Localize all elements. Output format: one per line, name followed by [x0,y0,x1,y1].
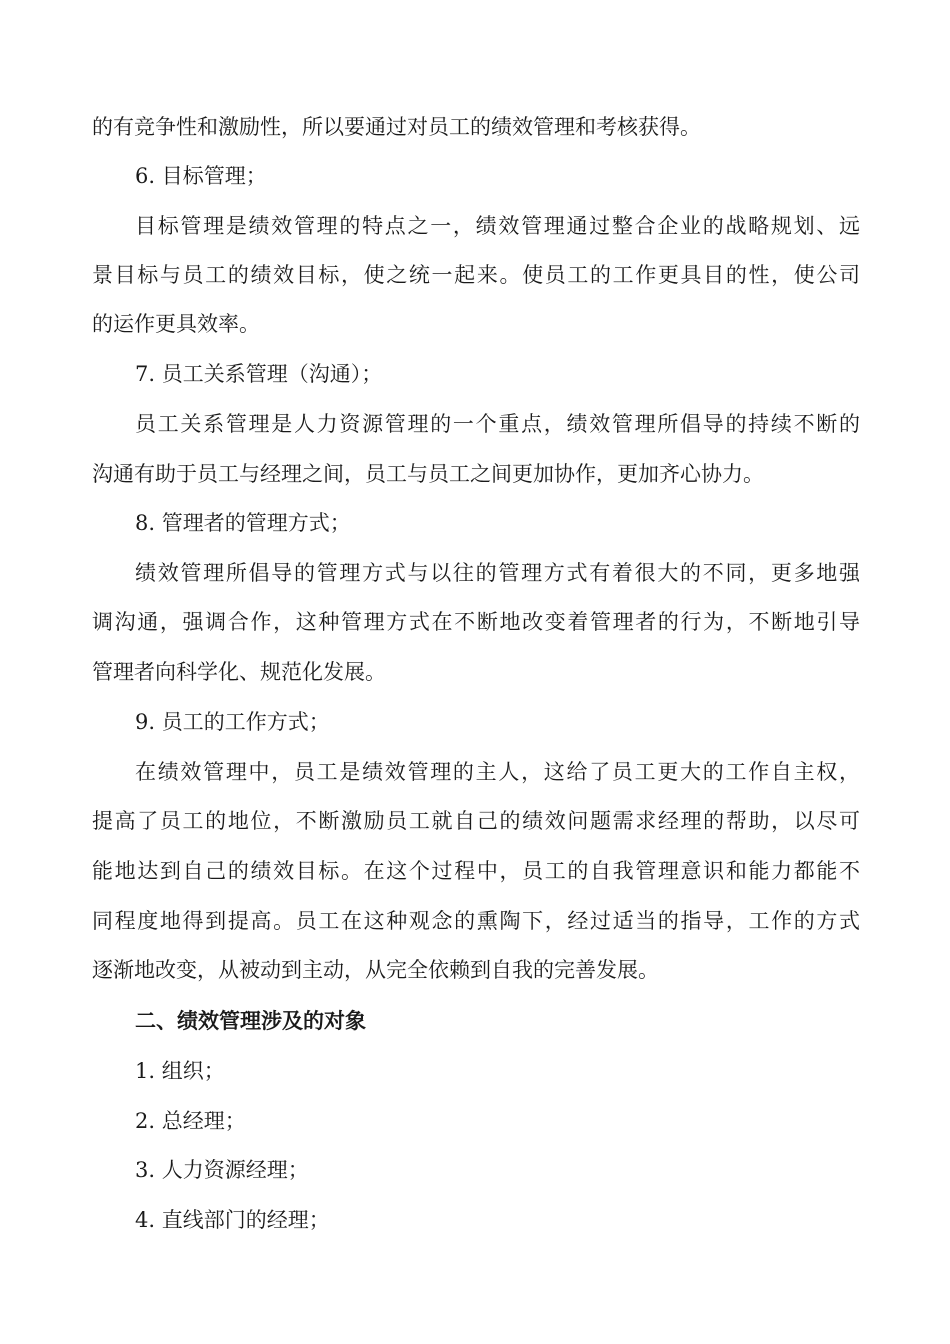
body-line: 管理者向科学化、规范化发展。 [92,660,386,684]
list-item-6: 6. 目标管理； [135,164,267,188]
body-line: 员工关系管理是人力资源管理的一个重点，绩效管理所倡导的持续不断的 [135,412,860,436]
list-item-9: 9. 员工的工作方式； [135,710,330,734]
body-line: 提高了员工的地位，不断激励员工就自己的绩效问题需求经理的帮助，以尽可 [92,809,860,833]
list-item-3: 3. 人力资源经理； [135,1158,309,1182]
body-line: 景目标与员工的绩效目标，使之统一起来。使员工的工作更具目的性，使公司 [92,263,860,287]
body-line: 目标管理是绩效管理的特点之一，绩效管理通过整合企业的战略规划、远 [135,214,860,238]
list-item-4: 4. 直线部门的经理； [135,1208,330,1232]
body-line: 同程度地得到提高。员工在这种观念的熏陶下，经过适当的指导，工作的方式 [92,909,860,933]
body-line: 逐渐地改变，从被动到主动，从完全依赖到自我的完善发展。 [92,958,659,982]
list-item-8: 8. 管理者的管理方式； [135,511,351,535]
body-line: 在绩效管理中，员工是绩效管理的主人，这给了员工更大的工作自主权， [135,760,860,784]
section-heading: 二、绩效管理涉及的对象 [135,1008,366,1033]
body-line: 能地达到自己的绩效目标。在这个过程中，员工的自我管理意识和能力都能不 [92,859,860,883]
body-line: 的有竞争性和激励性，所以要通过对员工的绩效管理和考核获得。 [92,115,701,139]
list-item-2: 2. 总经理； [135,1109,246,1133]
body-line: 的运作更具效率。 [92,312,260,336]
list-item-1: 1. 组织； [135,1059,225,1083]
body-line: 调沟通，强调合作，这种管理方式在不断地改变着管理者的行为，不断地引导 [92,610,860,634]
body-line: 沟通有助于员工与经理之间，员工与员工之间更加协作，更加齐心协力。 [92,462,764,486]
list-item-7: 7. 员工关系管理（沟通）； [135,362,383,386]
body-line: 绩效管理所倡导的管理方式与以往的管理方式有着很大的不同，更多地强 [135,561,860,585]
